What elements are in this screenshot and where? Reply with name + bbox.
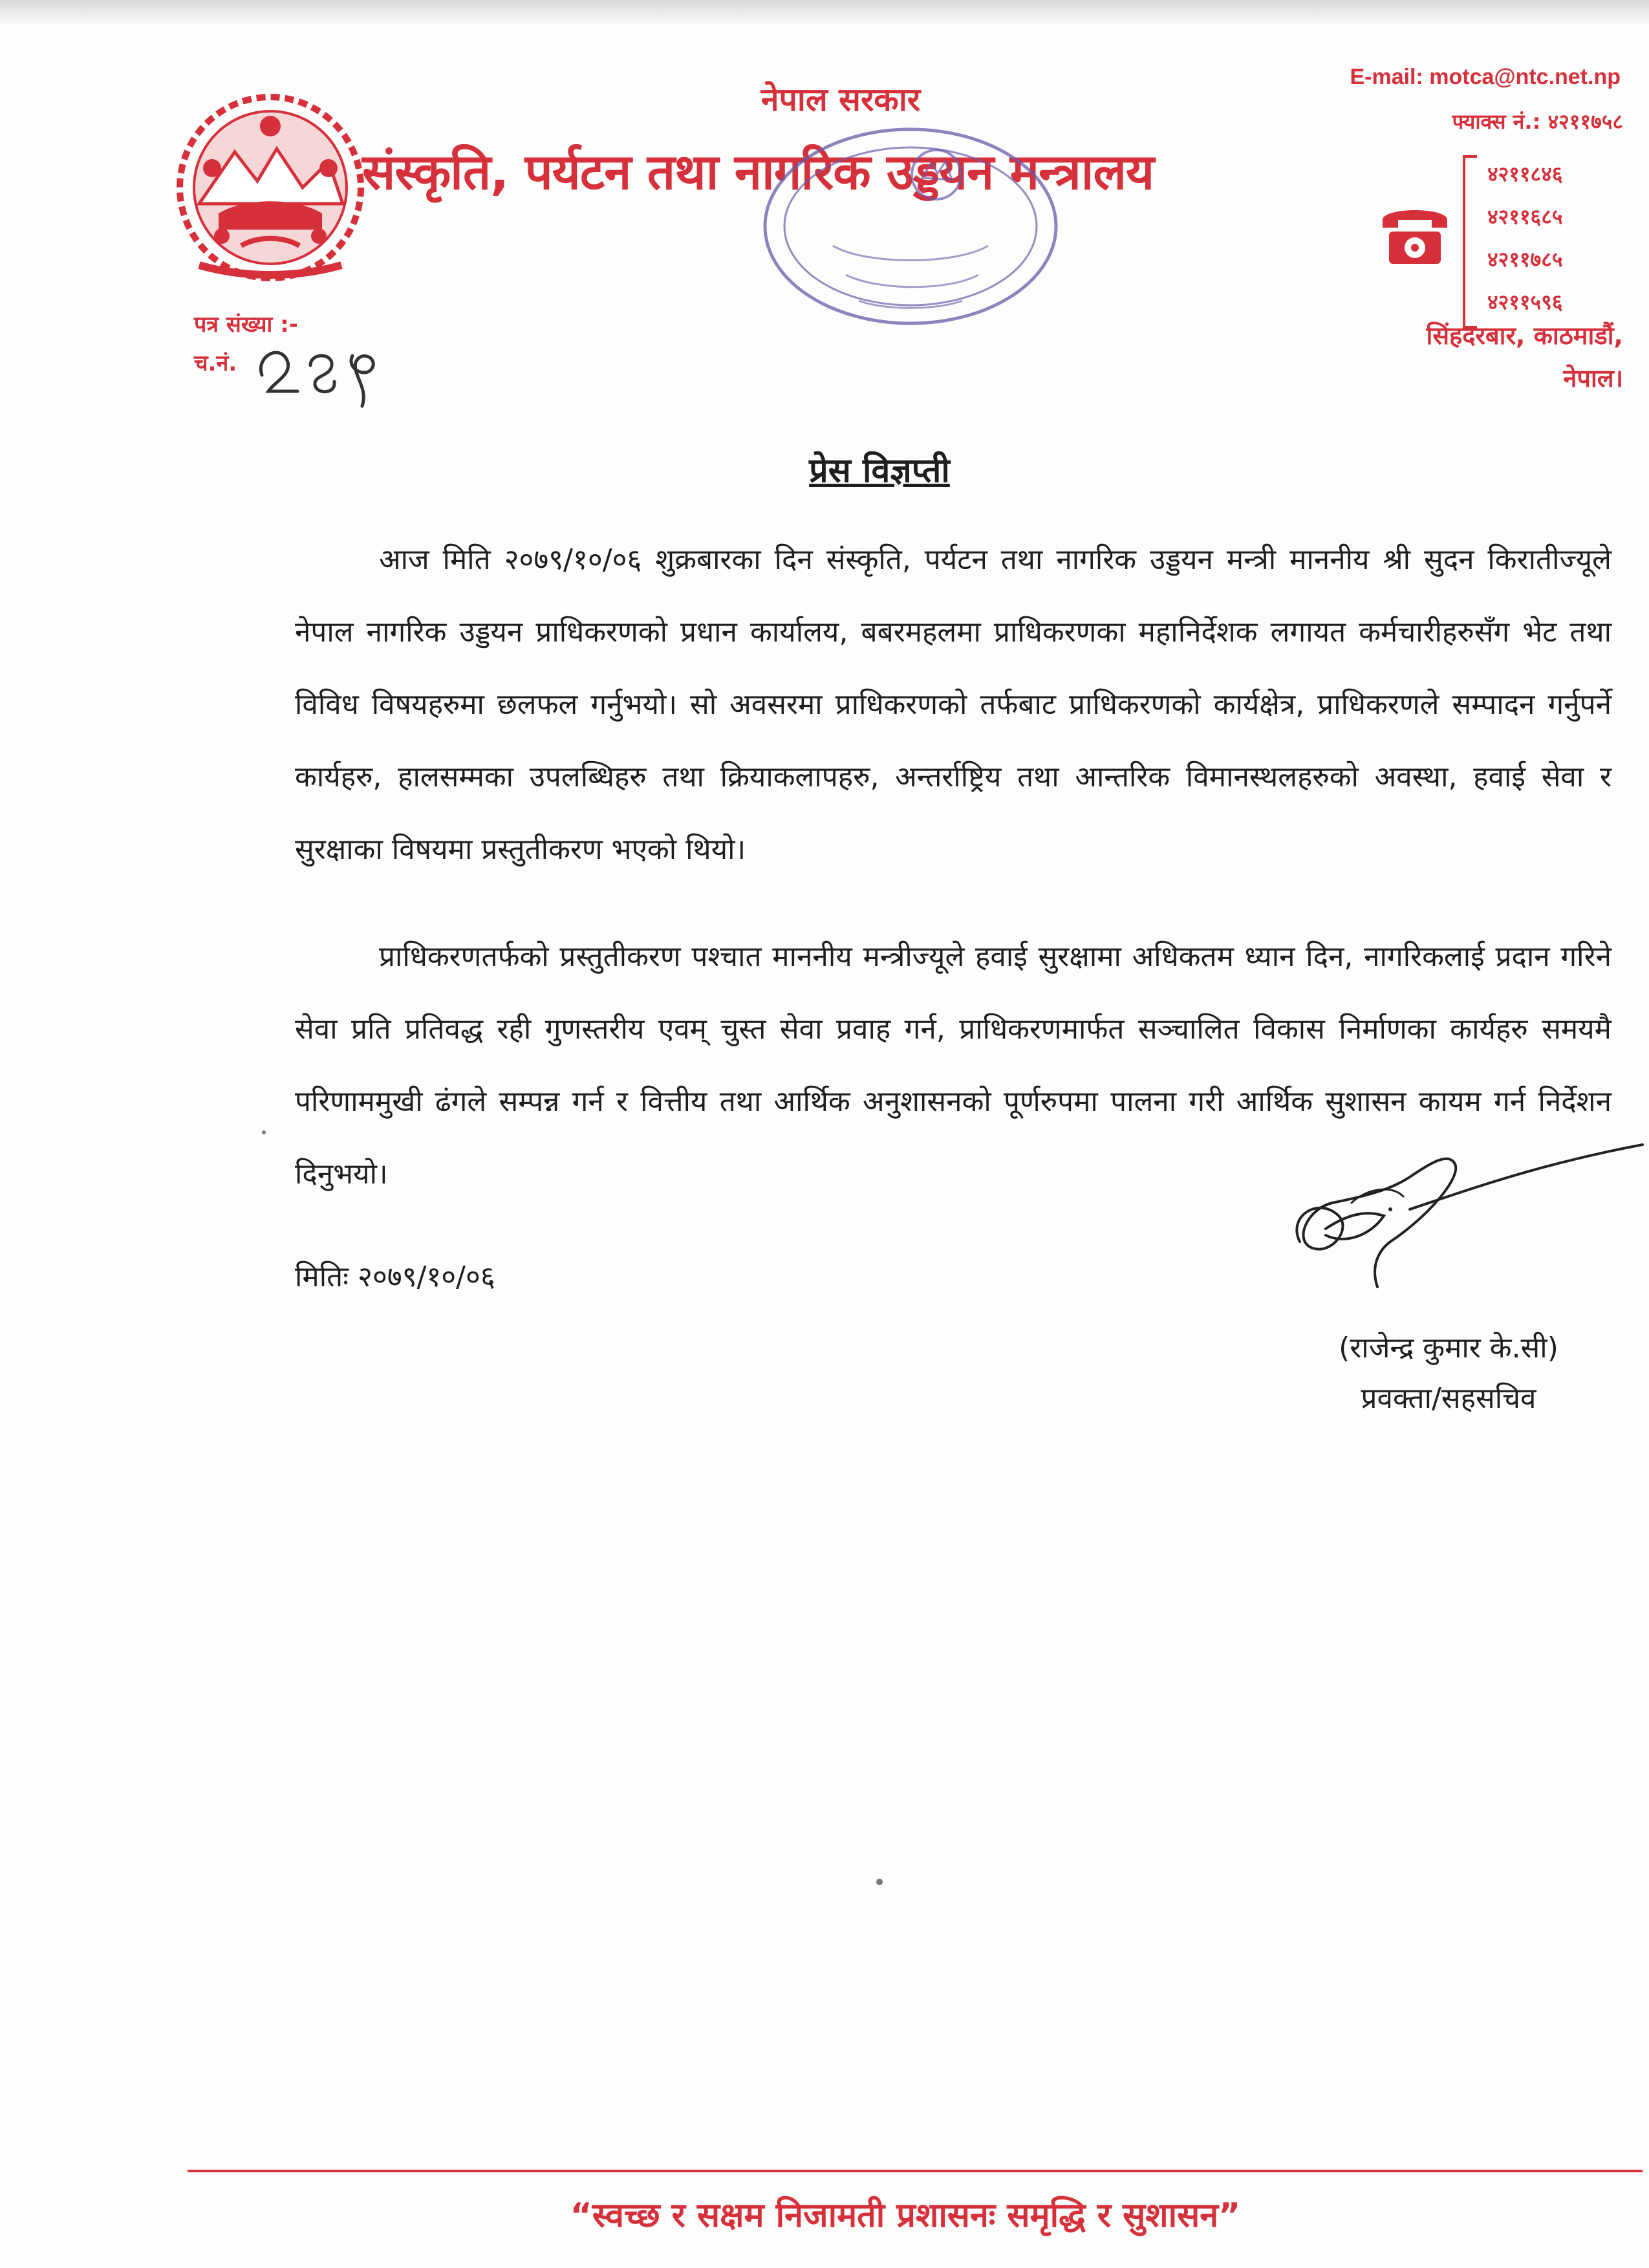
ministry-name: संस्कृति, पर्यटन तथा नागरिक उड्डयन मन्त्रालय: [362, 143, 1154, 200]
phone-number: ४२११६८५: [1487, 204, 1563, 229]
email-address: E-mail: motca@ntc.net.np: [1350, 65, 1621, 89]
government-name: नेपाल सरकार: [760, 81, 921, 118]
body-paragraph: आज मिति २०७९/१०/०६ शुक्रबारका दिन संस्कृति, पर्यटन तथा नागरिक उड्डयन मन्त्री माननीय श्री सुदन किरातीज्यूले नेपाल नागरिक उड्डयन प्राधिकरणको प्रधान कार्यालय, बबरमहलमा प्राधिकरणका महानिर्देशक लगायत कर्मचारीहरुसँग भेट तथा विविध विषयहरुमा छलफल गर्नुभयो। सो अवसरमा प्राधिकरणको तर्फबाट प्राधिकरणको कार्यक्षेत्र, प्राधिकरणले सम्पादन गर्नुपर्ने कार्यहरु, हालसम्मका उपलब्धिहरु तथा क्रियाकलापहरु, अन्तर्राष्ट्रिय तथा आन्तरिक विमानस्थलहरुको अवस्था, हवाई सेवा र सुरक्षाका विषयमा प्रस्तुतीकरण भएको थियो।: [295, 543, 1611, 866]
press-release-title: प्रेस विज्ञप्ती: [809, 451, 950, 490]
ministry-seal-stamp: [755, 116, 1066, 336]
handwritten-signature: [1261, 1138, 1649, 1332]
office-address: [1352, 314, 1623, 400]
letter-number-label: पत्र संख्या :-: [194, 312, 298, 338]
scan-speck: [876, 1879, 883, 1885]
signatory-name: (राजेन्द्र कुमार के.सी): [1339, 1332, 1558, 1365]
scan-speck: [262, 1130, 266, 1134]
dispatch-number-label: च.नं.: [194, 351, 237, 376]
footer-motto: “स्वच्छ र सक्षम निजामती प्रशासनः समृद्धि र सुशासन”: [570, 2196, 1241, 2235]
scan-top-edge: [0, 0, 1649, 26]
nepal-emblem-icon: [173, 91, 367, 285]
telephone-icon: [1376, 194, 1454, 272]
phone-number: ४२११८४६: [1487, 162, 1563, 186]
fax-number: फ्याक्स नं.: ४२११७५८: [1452, 109, 1623, 134]
body-paragraph: प्राधिकरणतर्फको प्रस्तुतीकरण पश्चात माननीय मन्त्रीज्यूले हवाई सुरक्षामा अधिकतम ध्यान दिन, नागरिकलाई प्रदान गरिने सेवा प्रति प्रतिवद्ध रही गुणस्तरीय एवम् चुस्त सेवा प्रवाह गर्न, प्राधिकरणमार्फत सञ्चालित विकास निर्माणका कार्यहरु समयमै परिणाममुखी ढंगले सम्पन्न गर्न र वित्तीय तथा आर्थिक अनुशासनको पूर्णरुपमा पालना गरी आर्थिक सुशासन कायम गर्न निर्देशन दिनुभयो।: [295, 940, 1611, 1191]
handwritten-dispatch-number: [249, 330, 398, 414]
address-line: नेपाल।: [1563, 364, 1623, 393]
address-line: सिंहदरबार, काठमाडौं,: [1426, 321, 1623, 350]
phone-number: ४२११५९६: [1487, 290, 1563, 314]
release-date: मितिः २०७९/१०/०६: [295, 1260, 495, 1293]
phone-number: ४२११७८५: [1487, 247, 1563, 272]
footer-divider: [188, 2170, 1643, 2172]
phone-bracket: [1463, 155, 1477, 329]
signatory-title: प्रवक्ता/सहसचिव: [1361, 1382, 1536, 1415]
phone-numbers: [1487, 153, 1617, 323]
